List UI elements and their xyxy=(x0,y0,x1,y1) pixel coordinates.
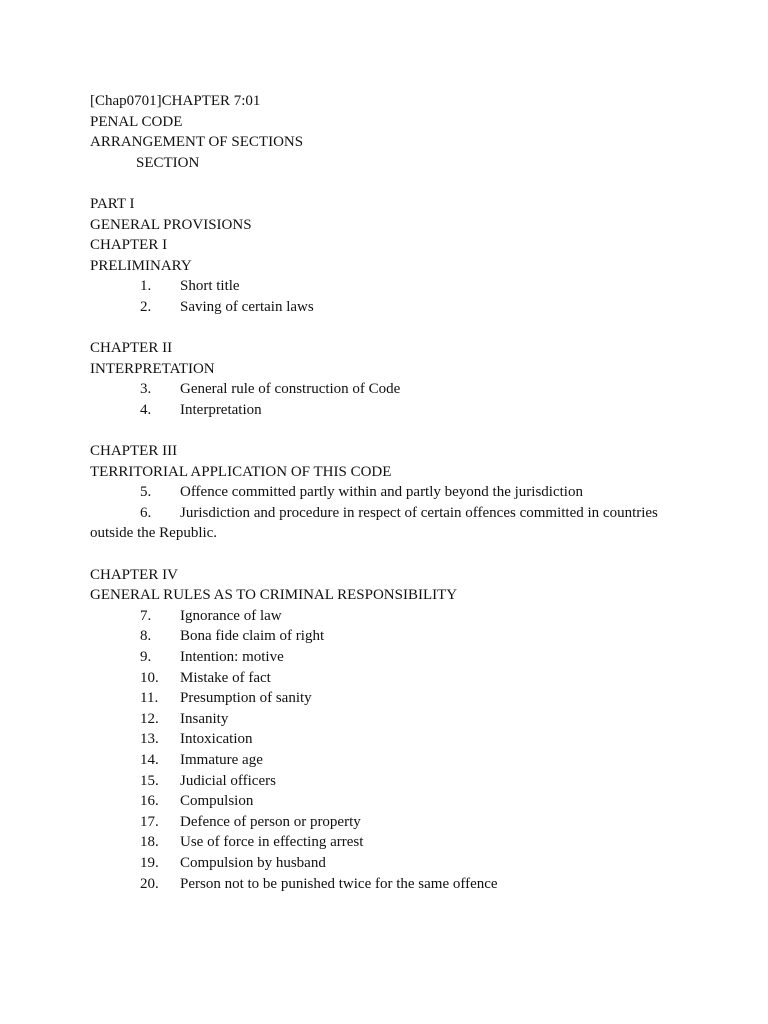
section-entry xyxy=(90,606,690,627)
section-entry xyxy=(90,379,690,400)
section-number-text: 18. xyxy=(140,834,159,851)
section-number xyxy=(134,771,180,792)
section-title: Presumption of sanity xyxy=(180,690,312,707)
section-title: Judicial officers xyxy=(180,772,276,789)
section-title: Interpretation xyxy=(180,401,262,418)
section-title: Compulsion xyxy=(180,793,254,810)
chapters-list xyxy=(90,235,690,894)
section-number xyxy=(134,874,180,895)
section-entry xyxy=(90,853,690,874)
section-title: Bona fide claim of right xyxy=(180,628,325,645)
section-number xyxy=(134,668,180,689)
section-title: Defence of person or property xyxy=(180,813,361,830)
section-title: Mistake of fact xyxy=(180,669,271,686)
document-content xyxy=(90,91,690,894)
section-number-text: 10. xyxy=(140,669,159,686)
section-number-text: 20. xyxy=(140,875,159,892)
chapter-label: CHAPTER III xyxy=(90,443,178,460)
part-name: GENERAL PROVISIONS xyxy=(90,216,252,233)
arrangement-heading: ARRANGEMENT OF SECTIONS xyxy=(90,134,304,151)
section-number-text: 17. xyxy=(140,813,159,830)
section-number xyxy=(134,812,180,833)
section-number xyxy=(134,688,180,709)
chapter-name: PRELIMINARY xyxy=(90,257,192,274)
section-number-text: 1. xyxy=(140,278,152,295)
section-title: General rule of construction of Code xyxy=(180,381,401,398)
section-title: Person not to be punished twice for the same offence xyxy=(180,875,498,892)
section-entry xyxy=(90,503,690,524)
document-title: PENAL CODE xyxy=(90,113,183,130)
section-entry xyxy=(90,874,690,895)
section-entry xyxy=(90,688,690,709)
section-title: Immature age xyxy=(180,752,263,768)
section-entry xyxy=(90,647,690,668)
spacer xyxy=(90,544,690,565)
section-title: Intention: motive xyxy=(180,649,284,666)
section-number-text: 5. xyxy=(140,484,152,501)
section-number xyxy=(134,853,180,874)
chapter-name: GENERAL RULES AS TO CRIMINAL RESPONSIBILITY xyxy=(90,587,458,604)
section-entry xyxy=(90,771,690,792)
section-title: Saving of certain laws xyxy=(180,298,314,315)
section-title: Intoxication xyxy=(180,731,253,748)
section-entry xyxy=(90,626,690,647)
section-title: Insanity xyxy=(180,710,229,727)
section-number-text: 4. xyxy=(140,401,152,418)
section-number-text: 16. xyxy=(140,793,159,810)
section-title: Use of force in effecting arrest xyxy=(180,834,364,851)
section-title-continuation: outside the Republic. xyxy=(90,525,218,542)
section-title: Short title xyxy=(180,278,240,295)
part-label: PART I xyxy=(90,195,135,212)
section-number-text: 13. xyxy=(140,731,159,748)
section-title: Jurisdiction and procedure in respect of certain offences committed in countries xyxy=(180,504,658,521)
section-title: Compulsion by husband xyxy=(180,854,326,871)
section-entry xyxy=(90,297,690,318)
section-number-text: 15. xyxy=(140,772,159,789)
section-number xyxy=(134,400,180,421)
section-number xyxy=(134,503,180,524)
section-entry xyxy=(90,812,690,833)
section-number xyxy=(134,647,180,668)
section-number xyxy=(134,750,180,771)
section-number-text: 8. xyxy=(140,628,152,645)
section-number-text: 9. xyxy=(140,649,152,666)
spacer xyxy=(90,421,690,442)
section-entry xyxy=(90,791,690,812)
spacer xyxy=(90,173,690,194)
section-entry xyxy=(90,729,690,750)
section-title: Offence committed partly within and partly beyond the jurisdiction xyxy=(180,484,583,501)
section-number xyxy=(134,791,180,812)
section-entry xyxy=(90,709,690,730)
section-number-text: 7. xyxy=(140,607,152,624)
section-entry xyxy=(90,276,690,297)
section-entry xyxy=(90,668,690,689)
chapter-name: TERRITORIAL APPLICATION OF THIS CODE xyxy=(90,463,392,480)
section-number xyxy=(134,709,180,730)
section-number-text: 6. xyxy=(140,504,152,521)
section-number xyxy=(134,276,180,297)
chapter-label: CHAPTER IV xyxy=(90,566,178,583)
chapter-label: CHAPTER I xyxy=(90,237,168,254)
chapter-name: INTERPRETATION xyxy=(90,360,215,377)
chapter-label: CHAPTER II xyxy=(90,340,173,357)
section-number-text: 19. xyxy=(140,854,159,871)
section-number-text: 14. xyxy=(140,752,159,768)
section-entry xyxy=(90,400,690,421)
section-entry xyxy=(90,832,690,853)
spacer xyxy=(90,318,690,339)
section-number-text: 2. xyxy=(140,298,152,315)
section-number xyxy=(134,832,180,853)
section-number xyxy=(134,482,180,503)
section-number xyxy=(134,606,180,627)
chapter-code-line: [Chap0701]CHAPTER 7:01 xyxy=(90,93,261,109)
section-number xyxy=(134,297,180,318)
section-number-text: 11. xyxy=(140,690,159,707)
section-entry xyxy=(90,750,690,771)
section-entry xyxy=(90,482,690,503)
section-title: Ignorance of law xyxy=(180,607,282,624)
section-number xyxy=(134,729,180,750)
section-number-text: 3. xyxy=(140,381,152,398)
section-number-text: 12. xyxy=(140,710,159,727)
section-number xyxy=(134,626,180,647)
section-number xyxy=(134,379,180,400)
section-label: SECTION xyxy=(136,154,200,171)
